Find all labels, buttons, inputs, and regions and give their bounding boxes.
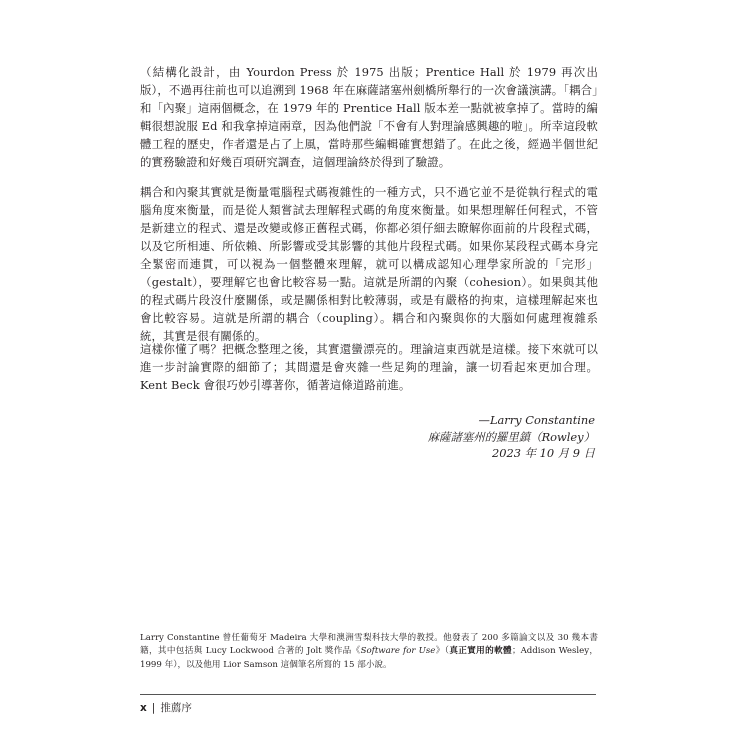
signature-place-suffix: ）: [583, 429, 595, 444]
bio-part-2: 》（: [435, 646, 450, 657]
signature-date: 2023 年 10 月 9 日: [491, 446, 595, 460]
body-paragraph-1: （結構化設計，由 Yourdon Press 於 1975 出版；Prentice Hall 於 1979 再次出版），不過再往前也可以追溯到 1968 年在麻薩諸塞州劍橋所舉行的一次會議演講。「耦合」和「內聚」這兩個概念，在 1979 年的 Prentice Hall 版本差一點就被拿掉了。當時的編輯很想說服 Ed 和我拿掉這兩章，因為他們說「不會有人對理論感興趣的啦」。所幸這段軟體工程的歷史，作者還是占了上風，當時那些編輯確實想錯了。在此之後，經過半個世紀的實務驗證和好幾百項研究調查，這個理論終於得到了驗證。: [140, 65, 598, 169]
signature-block: [295, 412, 595, 462]
body-paragraph-3: 這樣你懂了嗎？把概念整理之後，其實還蠻漂亮的。理論這東西就是這樣。接下來就可以進一步討論實際的細節了；其間還是會夾雜一些足夠的理論，讓一切看起來更加合理。Kent Beck 會很巧妙引導著你，循著這條道路前進。: [140, 342, 598, 392]
page-number: x: [140, 702, 147, 714]
bio-book-chinese: 真正實用的軟體: [449, 646, 512, 657]
footer-separator: |: [151, 702, 156, 714]
signature-place-name: Rowley: [541, 429, 584, 444]
author-bio: [140, 632, 598, 672]
body-paragraph-2: 耦合和內聚其實就是衡量電腦程式碼複雜性的一種方式，只不過它並不是從執行程式的電腦角度來衡量，而是從人類嘗試去理解程式碼的角度來衡量。如果想理解任何程式，不管是新建立的程式、還是改變或修正舊程式碼，你都必須仔細去瞭解你面前的片段程式碼，以及它所相連、所依賴、所影響或受其影響的其他片段程式碼。如果你某段程式碼本身完全緊密而連貫，可以視為一個整體來理解，就可以構成認知心理學家所說的「完形」（gestalt），要理解它也會比較容易一點。這就是所謂的內聚（cohesion）。如果與其他的程式碼片段沒什麼關係，或是關係相對比較薄弱，或是有嚴格的拘束，這樣理解起來也會比較容易。這就是所謂的耦合（coupling）。耦合和內聚與你的大腦如何處理複雜系統，其實是很有關係的。: [140, 185, 598, 343]
footer-section-title: 推薦序: [160, 702, 192, 714]
footer-divider: [140, 694, 596, 695]
signature-place-prefix: 麻薩諸塞州的羅里鎮（: [427, 429, 542, 444]
page-footer: [140, 701, 192, 715]
bio-part-1: Larry Constantine 曾任葡萄牙 Madeira 大學和澳洲雪梨科技大學的教授。他發表了 200 多篇論文以及 30 幾本書籍，其中包括與 Lucy Lockwood 合著的 Jolt 獎作品《: [140, 633, 598, 657]
bio-part-3: ；Addison Wesley，1999 年），以及他用 Lior Samson 這個筆名所寫的 15 部小說。: [140, 646, 598, 670]
signature-place: [295, 429, 595, 446]
signature-author: —Larry Constantine: [478, 413, 595, 427]
bio-book-english: Software for Use: [360, 646, 436, 657]
